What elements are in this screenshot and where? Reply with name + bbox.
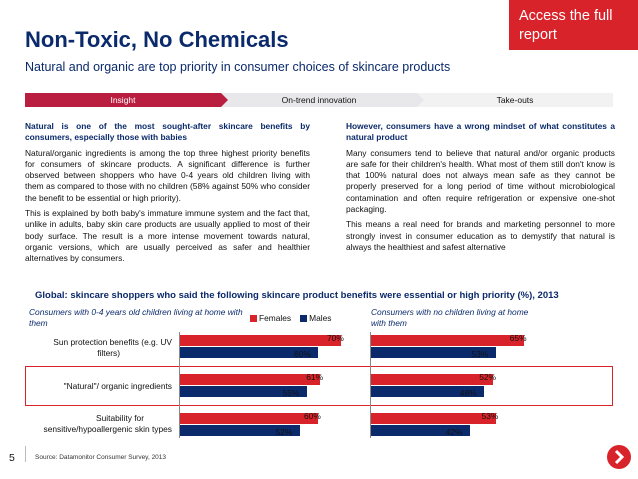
bar-label-with-children-sensitive-males: 52% — [275, 427, 293, 437]
access-report-label-line1: Access the full — [519, 8, 613, 24]
bar-with-children-natural-females — [180, 374, 320, 385]
bar-label-no-children-sun-protection-females: 65% — [509, 333, 527, 343]
category-label-sensitive — [20, 413, 172, 434]
legend-label-females: Females — [259, 313, 292, 323]
source-note: Source: Datamonitor Consumer Survey, 2013 — [35, 454, 167, 461]
brand-logo-icon — [607, 445, 631, 469]
progress-step-insight: Insight — [25, 93, 221, 107]
slide-subtitle: Natural and organic are top priority in consumer choices of skincare products — [25, 60, 451, 74]
chart-legend — [250, 313, 340, 323]
category-label-sensitive-line2: sensitive/hypoallergenic skin types — [43, 423, 172, 434]
left-paragraph-1: Natural/organic ingredients is among the top three highest priority benefits for consumers of skincare products. A significant difference is further observed between shoppers who have 0-4 years old children living with them as compared to those with no children (58% against 50% who consider the benefit to be essential or high priority). — [25, 147, 310, 203]
bar-label-with-children-natural-males: 55% — [282, 388, 300, 398]
right-heading: However, consumers have a wrong mindset of what constitutes a natural product — [346, 121, 615, 143]
legend-swatch-males — [300, 315, 307, 322]
left-text-column — [25, 121, 310, 269]
access-report-button[interactable] — [509, 0, 638, 50]
bar-label-with-children-sun-protection-males: 60% — [294, 349, 311, 359]
bar-label-with-children-sun-protection-females: 70% — [327, 333, 344, 343]
category-label-sun-protection — [30, 337, 172, 358]
bar-label-with-children-natural-females: 61% — [306, 372, 324, 382]
section-progress-bar — [25, 93, 613, 107]
bar-no-children-sun-protection-females — [371, 335, 524, 346]
bar-with-children-sensitive-females — [180, 413, 318, 424]
category-label-natural: "Natural"/ organic ingredients — [63, 381, 172, 391]
right-text-column — [346, 121, 615, 257]
bar-with-children-sun-protection-females — [180, 335, 341, 346]
left-heading: Natural is one of the most sought-after skincare benefits by consumers, especially those with babies — [25, 121, 310, 143]
bar-label-no-children-natural-males: 48% — [459, 388, 477, 398]
progress-step-innovation: On-trend innovation — [221, 93, 417, 107]
right-paragraph-2: This means a real need for brands and marketing personnel to more strongly invest in consumer education as to demystify that natural is always the healthiest and safest alternative — [346, 219, 615, 252]
category-label-sensitive-line1: Suitability for — [96, 413, 144, 423]
left-paragraph-2: This is explained by both baby's immature immune system and the fact that, unlike in adults, baby skin care products are usually applied to most of their body surface. The result is a more intense movement towards natural, organic versions, which are usually perceived as safer and healthier alternatives by consumers. — [25, 208, 310, 264]
slide-title: Non-Toxic, No Chemicals — [25, 27, 289, 52]
footer-divider — [25, 446, 26, 462]
chart-group-label-no-children: Consumers with no children living at home with them — [371, 307, 529, 328]
progress-step-takeouts: Take-outs — [417, 93, 613, 107]
bar-no-children-sensitive-females — [371, 413, 496, 424]
bar-no-children-natural-females — [371, 374, 493, 385]
legend-label-males: Males — [309, 313, 332, 323]
category-label-sun-protection-line2: filters) — [97, 347, 120, 358]
right-paragraph-1: Many consumers tend to believe that natural and/or organic products are safe for their children's health. What most of them still don't know is that 100% natural does not always mean safe as they cannot be properly preserved for a long period of time without microbiological contamination and often require refrigeration or expensive one-shot packaging. — [346, 147, 615, 215]
bar-label-with-children-sensitive-females: 60% — [304, 411, 321, 421]
legend-item-females — [250, 313, 291, 323]
legend-swatch-females — [250, 315, 257, 322]
bar-label-no-children-sun-protection-males: 53% — [471, 349, 489, 359]
bar-label-no-children-natural-females: 52% — [479, 372, 496, 382]
chart-title: Global: skincare shoppers who said the following skincare product benefits were essential or high priority (%), 2013 — [35, 290, 559, 301]
bar-label-no-children-sensitive-males: 42% — [445, 427, 463, 437]
chart-group-label-with-children: Consumers with 0-4 years old children living at home with them — [29, 307, 243, 328]
access-report-label-line2: report — [519, 27, 557, 43]
page-number: 5 — [9, 452, 15, 464]
legend-item-males — [300, 313, 331, 323]
bar-label-no-children-sensitive-females: 53% — [481, 411, 499, 421]
category-label-sun-protection-line1: Sun protection benefits (e.g. UV — [53, 337, 172, 347]
